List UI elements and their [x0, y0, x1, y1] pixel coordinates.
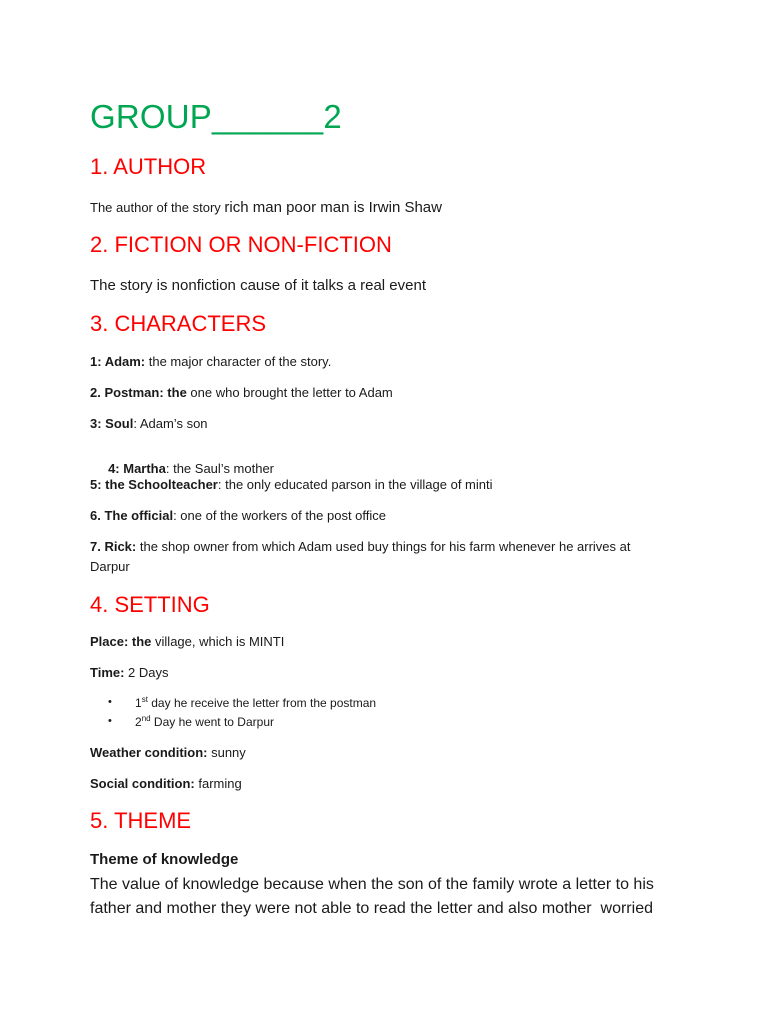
bullet-sup: st [141, 695, 148, 704]
character-label: 2. Postman: the [90, 385, 187, 400]
setting-social-value: farming [194, 776, 242, 791]
theme-text-line: father and mother they were not able to read the letter and also mother worried [90, 900, 653, 917]
character-label: 7. Rick: [90, 539, 137, 554]
author-heading: 1. AUTHOR [90, 154, 207, 179]
character-item [90, 385, 393, 400]
bullet-text: day he receive the letter from the postman [147, 696, 377, 710]
document-title: GROUP______2 [90, 98, 342, 135]
character-label: 4: Martha [104, 461, 166, 476]
character-desc: : Adam’s son [133, 416, 208, 431]
setting-social [90, 776, 242, 791]
character-item [90, 477, 493, 492]
character-desc: one who brought the letter to Adam [186, 385, 393, 400]
character-label: 6. The official [90, 508, 174, 523]
setting-weather-value: sunny [207, 745, 246, 760]
character-label: 3: Soul [90, 416, 134, 431]
setting-place-label: Place: the [90, 634, 152, 649]
character-desc: : the only educated parson in the village of minti [217, 477, 493, 492]
fiction-heading: 2. FICTION OR NON-FICTION [90, 232, 392, 257]
setting-place-value: village, which is MINTI [151, 634, 285, 649]
bullet-num: 1 [135, 696, 142, 710]
author-text-prefix: The author of the story [90, 200, 225, 215]
character-item [90, 354, 331, 369]
setting-weather [90, 745, 246, 760]
author-text-rest: rich man poor man is Irwin Shaw [224, 199, 442, 216]
characters-heading: 3. CHARACTERS [90, 311, 267, 336]
bullet-sup: nd [141, 714, 151, 723]
character-desc: : the Saul’s mother [165, 461, 275, 476]
character-item [90, 416, 208, 431]
character-desc: : one of the workers of the post office [173, 508, 387, 523]
setting-weather-label: Weather condition: [90, 745, 208, 760]
character-desc: the shop owner from which Adam used buy things for his farm whenever he arrives at [136, 539, 631, 554]
setting-time [90, 665, 169, 680]
setting-heading: 4. SETTING [90, 592, 210, 617]
author-text [90, 199, 442, 217]
setting-place [90, 634, 284, 649]
setting-time-label: Time: [90, 665, 125, 680]
bullet-icon: • [108, 696, 112, 708]
character-item [90, 508, 386, 523]
bullet-text: Day he went to Darpur [150, 715, 274, 729]
character-item [90, 539, 631, 554]
setting-time-value: 2 Days [124, 665, 169, 680]
character-desc: the major character of the story. [145, 354, 332, 369]
theme-subheading: Theme of knowledge [90, 851, 239, 868]
theme-heading: 5. THEME [90, 808, 192, 833]
character-label: 5: the Schoolteacher [90, 477, 218, 492]
theme-text-line: The value of knowledge because when the son of the family wrote a letter to his [90, 876, 654, 893]
character-label: 1: Adam: [90, 354, 146, 369]
bullet-num: 2 [135, 715, 142, 729]
bullet-icon: • [108, 715, 112, 727]
fiction-text: The story is nonfiction cause of it talks a real event [90, 277, 426, 294]
character-desc-continued: Darpur [90, 559, 130, 574]
setting-social-label: Social condition: [90, 776, 195, 791]
